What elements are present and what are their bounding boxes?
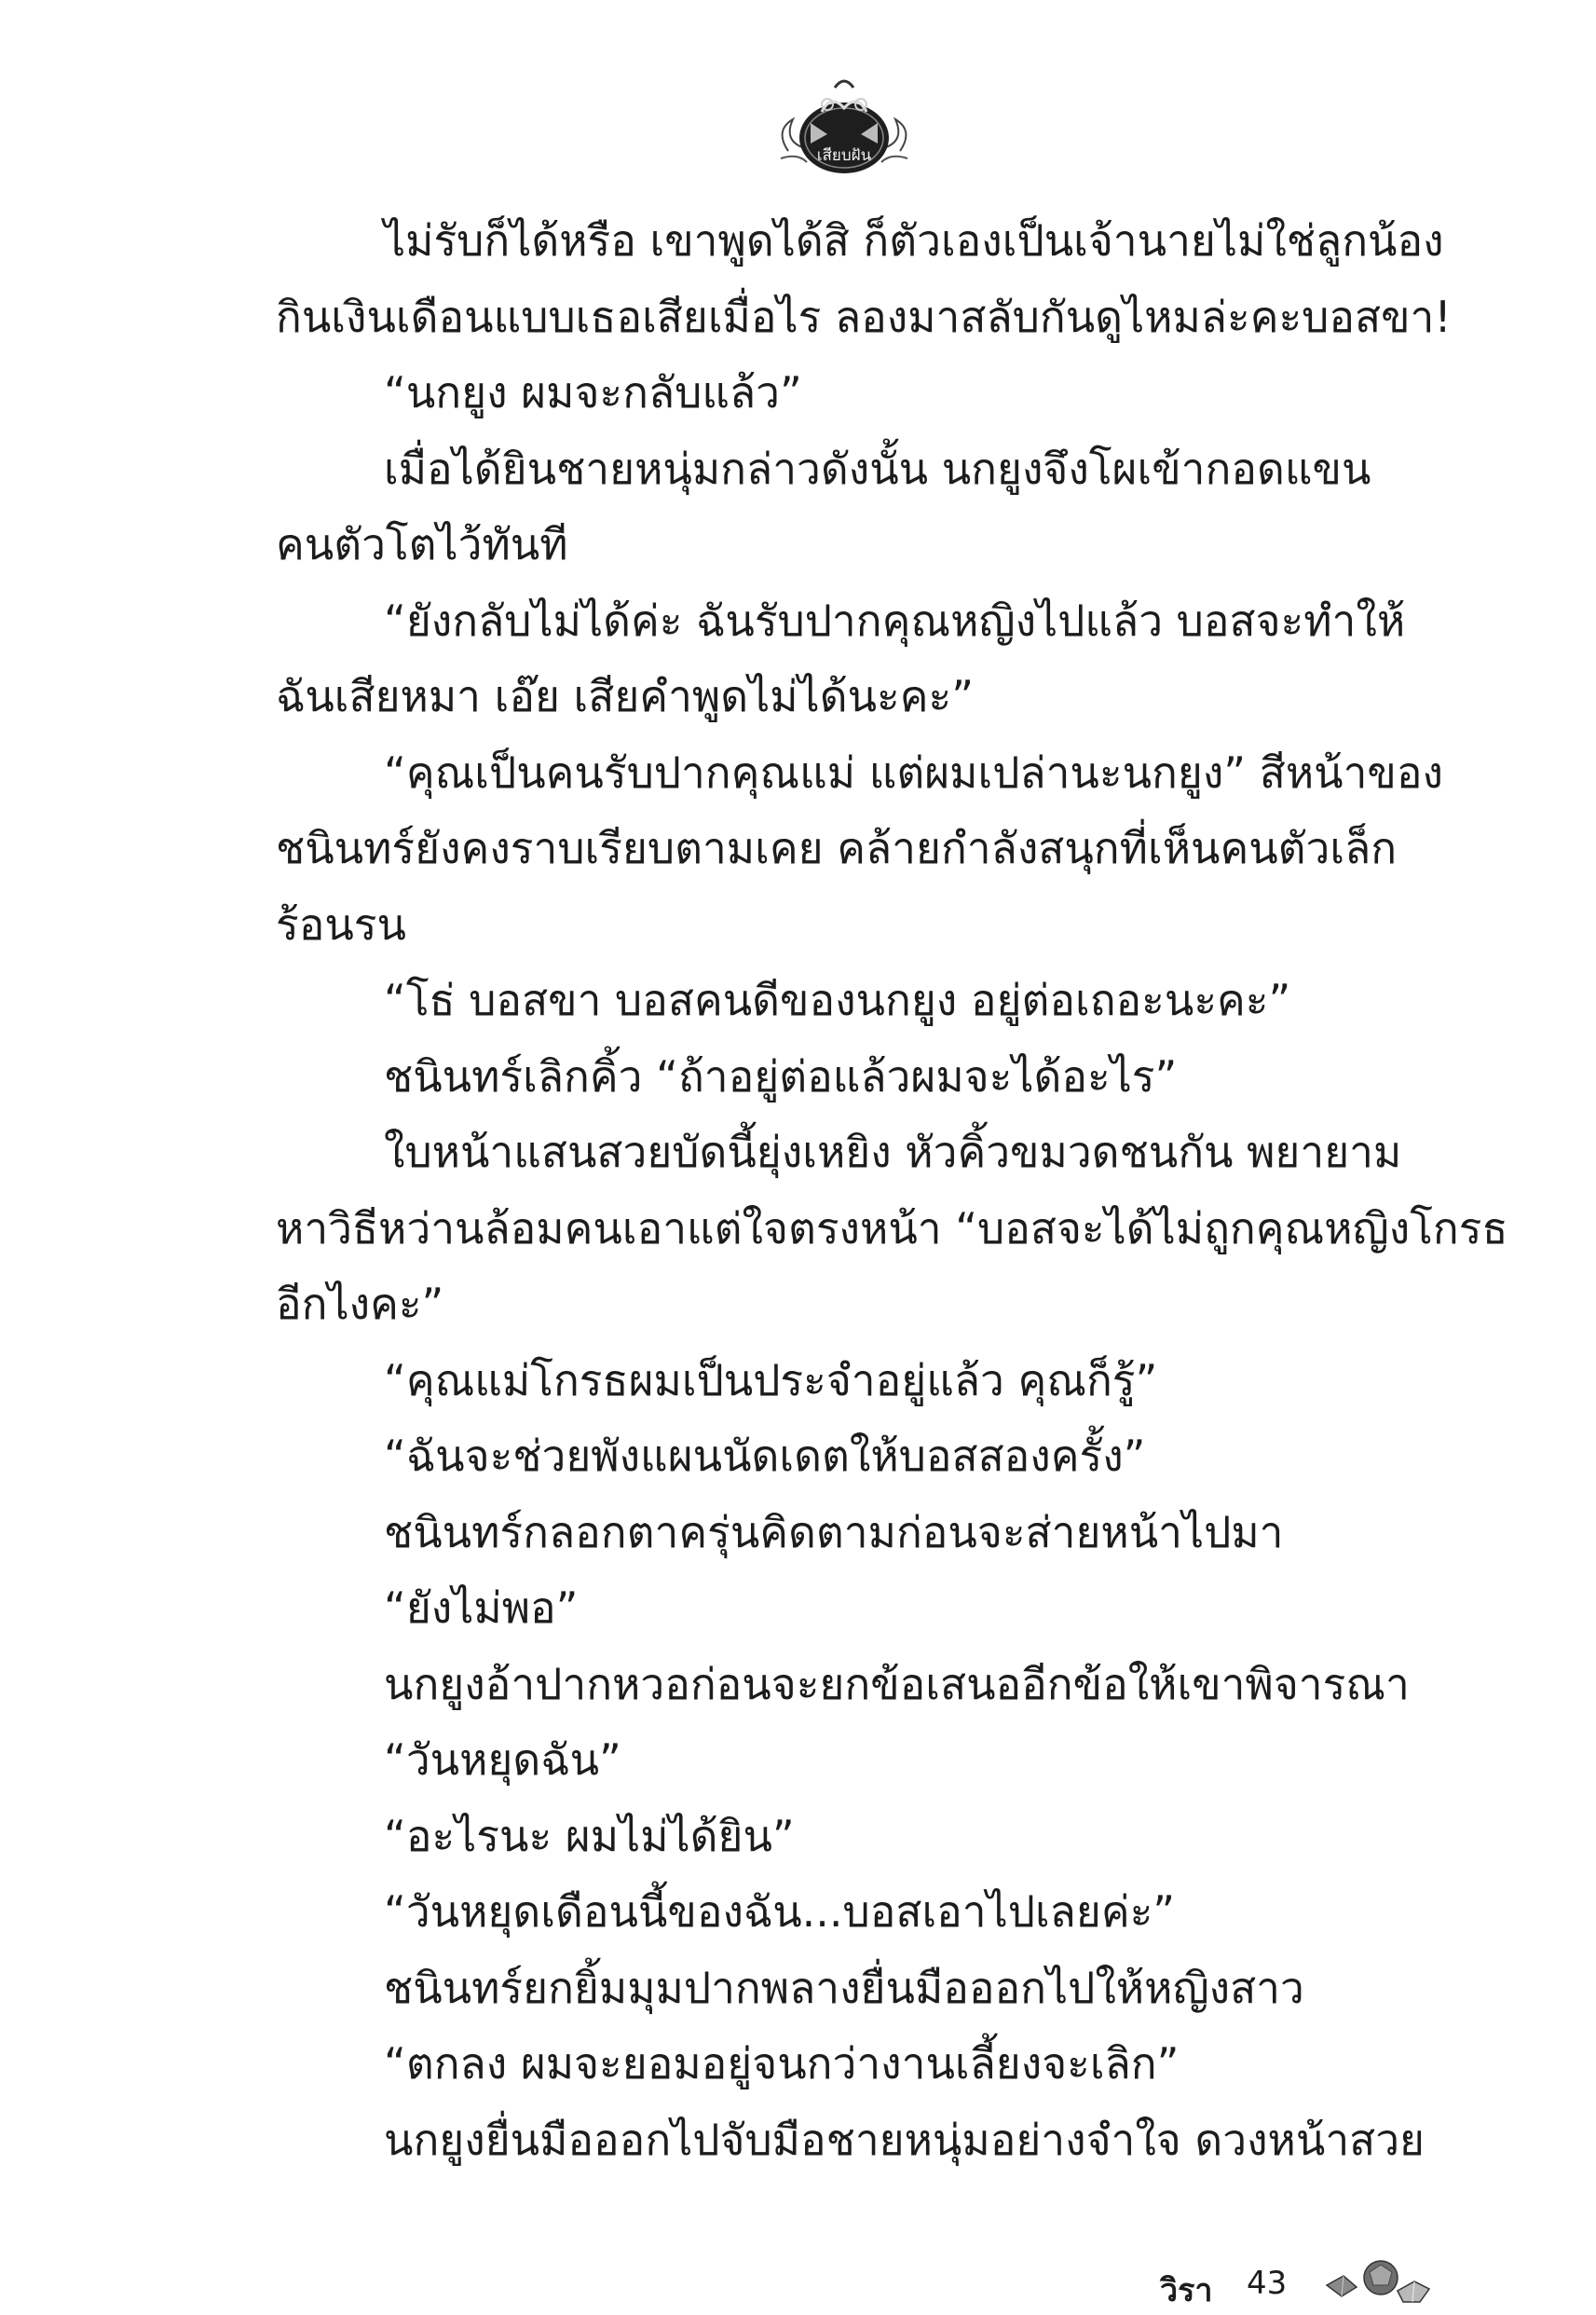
ornamental-emblem-icon bbox=[770, 65, 919, 177]
body-line: “วันหยุดเดือนนี้ของฉัน...บอสเอาไปเลยค่ะ” bbox=[384, 1886, 1176, 1937]
body-line: “นกยูง ผมจะกลับแล้ว” bbox=[384, 367, 802, 418]
body-line: “ยังกลับไม่ได้ค่ะ ฉันรับปากคุณหญิงไปแล้ว บอสจะทำให้ bbox=[384, 595, 1406, 646]
body-line: คนตัวโตไว้ทันที bbox=[276, 519, 568, 569]
page-number: 43 bbox=[1247, 2265, 1288, 2302]
footer-author: วิรา bbox=[1160, 2272, 1213, 2309]
body-line: “วันหยุดฉัน” bbox=[384, 1734, 621, 1785]
body-line: “ยังไม่พอ” bbox=[384, 1582, 579, 1633]
body-text bbox=[276, 203, 1508, 2178]
body-line: ฉันเสียหมา เอ๊ย เสียคำพูดไม่ได้นะคะ” bbox=[276, 671, 975, 721]
gemstones-icon bbox=[1323, 2253, 1435, 2309]
body-line: ชนินทร์ยกยิ้มมุมปากพลางยื่นมือออกไปให้หญิงสาว bbox=[384, 1962, 1304, 2013]
body-line: หาวิธีหว่านล้อมคนเอาแต่ใจตรงหน้า “บอสจะได้ไม่ถูกคุณหญิงโกรธ bbox=[276, 1202, 1508, 1253]
logo-text: เสียบฝัน bbox=[816, 146, 872, 165]
body-line: ชนินทร์เลิกคิ้ว “ถ้าอยู่ต่อแล้วผมจะได้อะไร” bbox=[384, 1050, 1178, 1102]
body-line: เมื่อได้ยินชายหนุ่มกล่าวดังนั้น นกยูงจึงโผเข้ากอดแขน bbox=[384, 443, 1371, 494]
body-line: ร้อนรน bbox=[276, 898, 406, 950]
body-line: นกยูงอ้าปากหวอก่อนจะยกข้อเสนออีกข้อให้เขาพิจารณา bbox=[384, 1658, 1410, 1709]
body-line: ชนินทร์กลอกตาครุ่นคิดตามก่อนจะส่ายหน้าไปมา bbox=[384, 1506, 1284, 1557]
body-line: “คุณแม่โกรธผมเป็นประจำอยู่แล้ว คุณก็รู้” bbox=[384, 1354, 1158, 1405]
body-line: ไม่รับก็ได้หรือ เขาพูดได้สิ ก็ตัวเองเป็นเจ้านายไม่ใช่ลูกน้อง bbox=[384, 215, 1444, 266]
body-line: “ตกลง ผมจะยอมอยู่จนกว่างานเลี้ยงจะเลิก” bbox=[384, 2038, 1180, 2089]
body-line: กินเงินเดือนแบบเธอเสียเมื่อไร ลองมาสลับกันดูไหมล่ะคะบอสขา! bbox=[276, 291, 1452, 342]
body-line: “ฉันจะช่วยพังแผนนัดเดตให้บอสสองครั้ง” bbox=[384, 1431, 1146, 1481]
body-line: “โธ่ บอสขา บอสคนดีของนกยูง อยู่ต่อเถอะนะคะ” bbox=[384, 975, 1291, 1025]
body-line: นกยูงยื่นมือออกไปจับมือชายหนุ่มอย่างจำใจ ดวงหน้าสวย bbox=[384, 2114, 1425, 2165]
body-line: “คุณเป็นคนรับปากคุณแม่ แต่ผมเปล่านะนกยูง” สีหน้าของ bbox=[384, 747, 1443, 798]
body-line: อีกไงคะ” bbox=[276, 1279, 444, 1329]
body-line: ใบหน้าแสนสวยบัดนี้ยุ่งเหยิง หัวคิ้วขมวดชนกัน พยายาม bbox=[384, 1127, 1402, 1177]
body-line: ชนินทร์ยังคงราบเรียบตามเคย คล้ายกำลังสนุกที่เห็นคนตัวเล็ก bbox=[276, 823, 1398, 873]
body-line: “อะไรนะ ผมไม่ได้ยิน” bbox=[384, 1810, 795, 1861]
